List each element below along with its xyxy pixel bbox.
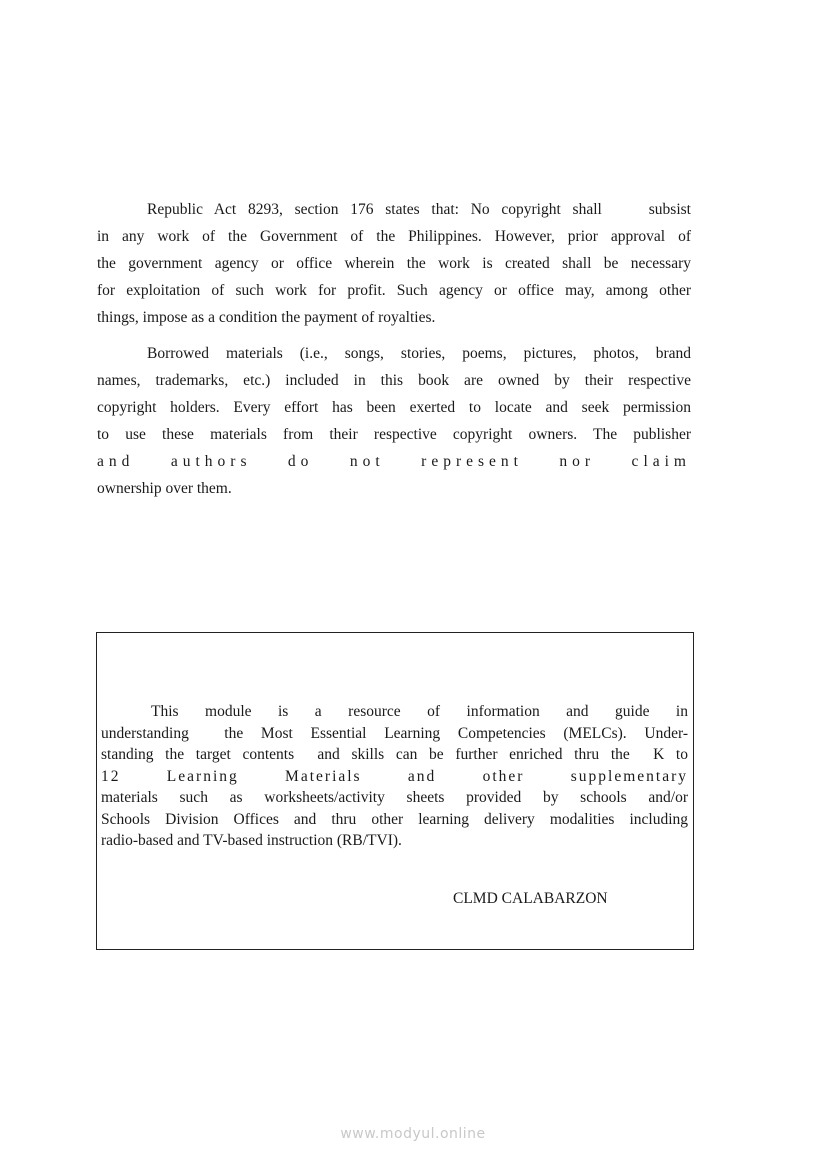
text-line: radio-based and TV-based instruction (RB/TVI). (101, 832, 402, 849)
text-line: This module is a resource of information and guide in (151, 703, 688, 720)
text-line: and authors do not represent nor claim (97, 453, 691, 470)
text-line: understanding the Most Essential Learning Competencies (MELCs). Under- (101, 724, 688, 742)
text-line: things, impose as a condition the payment of royalties. (97, 309, 436, 326)
text-line: Borrowed materials (i.e., songs, stories, poems, pictures, photos, brand (147, 345, 691, 362)
text-line: to use these materials from their respective copyright owners. The publisher (97, 426, 691, 443)
text-line: for exploitation of such work for profit. Such agency or office may, among other (97, 282, 691, 299)
module-description-paragraph (101, 701, 688, 852)
text-line: 12 Learning Materials and other supplementary (101, 767, 688, 785)
text-line: materials such as worksheets/activity sheets provided by schools and/or (101, 789, 688, 806)
text-line: the government agency or office wherein the work is created shall be necessary (97, 255, 691, 272)
text-line: standing the target contents and skills can be further enriched thru the K to (101, 746, 688, 763)
module-info-box (96, 632, 694, 950)
copyright-paragraph-ra8293 (97, 196, 691, 331)
text-line: in any work of the Government of the Philippines. However, prior approval of (97, 228, 691, 245)
watermark: www.modyul.online (340, 1126, 486, 1142)
text-line: Republic Act 8293, section 176 states that: No copyright shall subsist (147, 201, 691, 218)
signature-clmd: CLMD CALABARZON (453, 890, 608, 907)
text-line: names, trademarks, etc.) included in this book are owned by their respective (97, 372, 691, 389)
text-line: copyright holders. Every effort has been exerted to locate and seek permission (97, 399, 691, 416)
text-line: ownership over them. (97, 480, 232, 497)
borrowed-materials-paragraph (97, 340, 691, 502)
text-line: Schools Division Offices and thru other learning delivery modalities including (101, 810, 688, 828)
